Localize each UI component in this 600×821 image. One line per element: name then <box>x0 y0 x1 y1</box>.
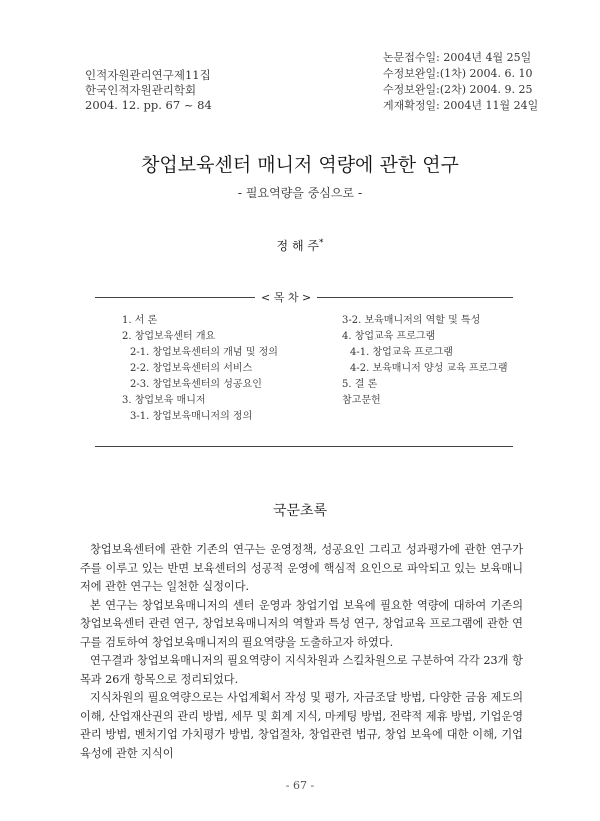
date-received: 논문접수일: 2004년 4월 25일 <box>383 51 532 64</box>
journal-info <box>85 68 212 113</box>
toc-item: 2-1. 창업보육센터의 개념 및 정의 <box>130 347 278 358</box>
toc-right-column <box>342 313 508 409</box>
toc-item: 2-2. 창업보육센터의 서비스 <box>130 363 253 374</box>
toc-item: 참고문헌 <box>342 395 381 406</box>
abstract-heading: 국문초록 <box>272 503 328 519</box>
toc-item: 3. 창업보육 매니저 <box>122 395 206 406</box>
abstract-paragraph: 본 연구는 창업보육매니저의 센터 운영과 창업기업 보육에 필요한 역량에 대하여 기존의 창업보육센터 관련 연구, 창업보육매니저의 역할과 특성 연구, 창업교육 프로그램에 관한 연구를 검토하여 창업보육매니저의 필요역량을 도출하고자 하였다. <box>80 598 523 649</box>
toc-item: 2-3. 창업보육센터의 성공요인 <box>130 379 262 390</box>
author-footnote-mark: * <box>318 238 324 248</box>
toc-item: 4-1. 창업교육 프로그램 <box>350 347 453 358</box>
abstract-body <box>80 541 523 763</box>
author <box>0 237 600 254</box>
toc-item: 2. 창업보육센터 개요 <box>122 331 216 342</box>
author-name: 정 해 주 <box>276 239 319 253</box>
abstract-paragraph: 연구결과 창업보육매니저의 필요역량이 지식차원과 스킬차원으로 구분하여 각각 23개 항목과 26개 항목으로 정리되었다. <box>80 654 523 686</box>
toc-item: 4-2. 보육매니저 양성 교육 프로그램 <box>350 363 508 374</box>
abstract-paragraph: 지식차원의 필요역량으로는 사업계획서 작성 및 평가, 자금조달 방법, 다양한 금융 제도의 이해, 산업재산권의 관리 방법, 세무 및 회계 지식, 마케팅 방법, 전략적 제휴 방법, 기업운영관리 방법, 벤처기업 가치평가 방법, 창업절차, 창업관련 법규, 창업 보육에 대한 이해, 기업육성에 관한 지식이 <box>80 691 523 760</box>
toc-item: 5. 결 론 <box>342 379 378 390</box>
toc-item: 3-1. 창업보육매니저의 정의 <box>130 411 253 422</box>
toc-item: 1. 서 론 <box>122 315 158 326</box>
journal-name: 인적자원관리연구제11집 <box>85 68 211 82</box>
paper-subtitle: - 필요역량을 중심으로 - <box>237 186 363 200</box>
toc-left-column <box>122 313 278 425</box>
toc-item: 3-2. 보육매니저의 역할 및 특성 <box>342 315 481 326</box>
date-revised-2: 수정보완일:(2차) 2004. 9. 25 <box>383 83 533 96</box>
page-number: - 67 - <box>285 779 315 792</box>
journal-society: 한국인적자원관리학회 <box>85 83 197 97</box>
toc-heading: < 목 차 > <box>255 289 317 305</box>
date-revised-1: 수정보완일:(1차) 2004. 6. 10 <box>383 67 533 80</box>
date-accepted: 게재확정일: 2004년 11월 24일 <box>383 99 539 112</box>
submission-dates <box>383 50 538 114</box>
toc-item: 4. 창업교육 프로그램 <box>342 331 436 342</box>
abstract-paragraph: 창업보육센터에 관한 기존의 연구는 운영정책, 성공요인 그리고 성과평가에 관한 연구가 주를 이루고 있는 반면 보육센터의 성공적 운영에 핵심적 요인으로 파악되고 있는 보육매니저에 관한 연구는 일천한 실정이다. <box>80 543 523 593</box>
paper-title: 창업보육센터 매니저 역량에 관한 연구 <box>141 154 459 176</box>
journal-issue: 2004. 12. pp. 67 ~ 84 <box>85 98 212 112</box>
